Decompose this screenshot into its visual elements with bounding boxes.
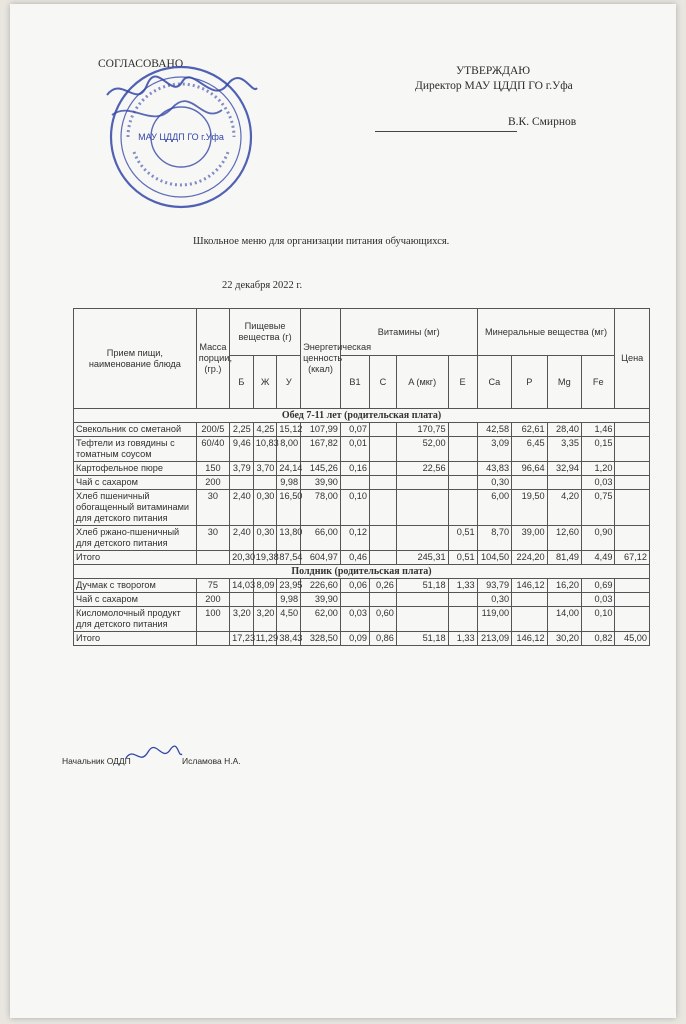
- document-page: [10, 4, 676, 1018]
- value-cell: 8,00: [277, 437, 301, 462]
- col-zh: Ж: [253, 356, 277, 409]
- value-cell: 1,33: [448, 579, 477, 593]
- value-cell: 0,12: [340, 526, 369, 551]
- value-cell: [369, 462, 396, 476]
- dish-name-cell: Дучмак с творогом: [74, 579, 197, 593]
- value-cell: [448, 490, 477, 526]
- header-row: [74, 309, 650, 356]
- dish-name-cell: Чай с сахаром: [74, 593, 197, 607]
- value-cell: 28,40: [547, 423, 581, 437]
- value-cell: 23,95: [277, 579, 301, 593]
- value-cell: 1,33: [448, 632, 477, 646]
- footer-position: Начальник ОДДП: [62, 756, 131, 766]
- value-cell: 4,20: [547, 490, 581, 526]
- value-cell: 0,51: [448, 551, 477, 565]
- value-cell: [448, 423, 477, 437]
- dish-name-cell: Картофельное пюре: [74, 462, 197, 476]
- value-cell: 10,83: [253, 437, 277, 462]
- section-row: [74, 409, 650, 423]
- value-cell: [512, 476, 548, 490]
- agreed-label: СОГЛАСОВАНО: [98, 58, 184, 70]
- value-cell: 0,16: [340, 462, 369, 476]
- value-cell: 75: [196, 579, 229, 593]
- value-cell: 107,99: [301, 423, 341, 437]
- value-cell: 2,25: [230, 423, 254, 437]
- value-cell: 9,46: [230, 437, 254, 462]
- value-cell: [196, 551, 229, 565]
- value-cell: 0,90: [582, 526, 615, 551]
- value-cell: 16,20: [547, 579, 581, 593]
- dish-name-cell: Итого: [74, 551, 197, 565]
- value-cell: 104,50: [477, 551, 511, 565]
- value-cell: 67,12: [615, 551, 650, 565]
- value-cell: 150: [196, 462, 229, 476]
- value-cell: 3,09: [477, 437, 511, 462]
- document-date: 22 декабря 2022 г.: [222, 280, 303, 291]
- value-cell: 4,50: [277, 607, 301, 632]
- menu-table: [73, 308, 650, 646]
- value-cell: [253, 476, 277, 490]
- table-row: [74, 437, 650, 462]
- col-nutrients: Пищевые вещества (г): [230, 309, 301, 356]
- value-cell: 146,12: [512, 579, 548, 593]
- value-cell: [448, 593, 477, 607]
- value-cell: [396, 593, 448, 607]
- col-a: A (мкг): [396, 356, 448, 409]
- value-cell: 38,43: [277, 632, 301, 646]
- value-cell: [396, 526, 448, 551]
- value-cell: 224,20: [512, 551, 548, 565]
- col-fe: Fe: [582, 356, 615, 409]
- value-cell: [448, 437, 477, 462]
- value-cell: 3,35: [547, 437, 581, 462]
- value-cell: 6,45: [512, 437, 548, 462]
- value-cell: 1,46: [582, 423, 615, 437]
- value-cell: 51,18: [396, 579, 448, 593]
- dish-name-cell: Чай с сахаром: [74, 476, 197, 490]
- value-cell: 0,09: [340, 632, 369, 646]
- approve-label: УТВЕРЖДАЮ: [456, 65, 531, 77]
- value-cell: 3,70: [253, 462, 277, 476]
- table-row: [74, 579, 650, 593]
- stamp-text: МАУ ЦДДП ГО г.Уфа: [138, 132, 224, 142]
- value-cell: 24,14: [277, 462, 301, 476]
- value-cell: 213,09: [477, 632, 511, 646]
- value-cell: [615, 526, 650, 551]
- col-b: Б: [230, 356, 254, 409]
- table-row: [74, 462, 650, 476]
- value-cell: 200: [196, 476, 229, 490]
- value-cell: [396, 490, 448, 526]
- value-cell: [369, 476, 396, 490]
- value-cell: 167,82: [301, 437, 341, 462]
- footer-name: Исламова Н.А.: [182, 756, 241, 766]
- value-cell: 8,70: [477, 526, 511, 551]
- value-cell: [369, 551, 396, 565]
- value-cell: 0,15: [582, 437, 615, 462]
- value-cell: 9,98: [277, 593, 301, 607]
- col-c: C: [369, 356, 396, 409]
- value-cell: 39,00: [512, 526, 548, 551]
- value-cell: [230, 593, 254, 607]
- value-cell: [369, 526, 396, 551]
- value-cell: 19,38: [253, 551, 277, 565]
- value-cell: 13,80: [277, 526, 301, 551]
- dish-name-cell: Тефтели из говядины с томатным соусом: [74, 437, 197, 462]
- value-cell: 0,30: [477, 476, 511, 490]
- value-cell: 200: [196, 593, 229, 607]
- value-cell: 51,18: [396, 632, 448, 646]
- col-b1: B1: [340, 356, 369, 409]
- value-cell: [448, 607, 477, 632]
- value-cell: 2,40: [230, 526, 254, 551]
- value-cell: [340, 593, 369, 607]
- col-e: E: [448, 356, 477, 409]
- value-cell: 19,50: [512, 490, 548, 526]
- value-cell: 9,98: [277, 476, 301, 490]
- value-cell: 3,79: [230, 462, 254, 476]
- col-meal: Прием пищи, наименование блюда: [74, 309, 197, 409]
- value-cell: [512, 593, 548, 607]
- col-ca: Ca: [477, 356, 511, 409]
- value-cell: [547, 476, 581, 490]
- value-cell: 145,26: [301, 462, 341, 476]
- value-cell: [547, 593, 581, 607]
- table-row: [74, 490, 650, 526]
- document-title: Школьное меню для организации питания обучающихся.: [193, 236, 450, 247]
- dish-name-cell: Итого: [74, 632, 197, 646]
- value-cell: 4,25: [253, 423, 277, 437]
- value-cell: 0,06: [340, 579, 369, 593]
- value-cell: [615, 579, 650, 593]
- value-cell: 11,29: [253, 632, 277, 646]
- value-cell: 0,03: [582, 476, 615, 490]
- value-cell: 0,30: [253, 526, 277, 551]
- lunch-rows: [74, 423, 650, 551]
- dish-name-cell: Свекольник со сметаной: [74, 423, 197, 437]
- value-cell: [615, 423, 650, 437]
- total-row: [74, 551, 650, 565]
- value-cell: [615, 593, 650, 607]
- value-cell: 15,12: [277, 423, 301, 437]
- col-p: P: [512, 356, 548, 409]
- value-cell: 43,83: [477, 462, 511, 476]
- col-mg: Mg: [547, 356, 581, 409]
- dish-name-cell: Хлеб ржано-пшеничный для детского питания: [74, 526, 197, 551]
- value-cell: 12,60: [547, 526, 581, 551]
- value-cell: 14,00: [547, 607, 581, 632]
- section-lunch: Обед 7-11 лет (родительская плата): [74, 409, 650, 423]
- footer-signature: [122, 744, 184, 768]
- value-cell: 0,03: [582, 593, 615, 607]
- value-cell: 30,20: [547, 632, 581, 646]
- value-cell: 245,31: [396, 551, 448, 565]
- col-u: У: [277, 356, 301, 409]
- value-cell: 170,75: [396, 423, 448, 437]
- dish-name-cell: Хлеб пшеничный обогащенный витаминами для детского питания: [74, 490, 197, 526]
- value-cell: 0,07: [340, 423, 369, 437]
- section-row: [74, 565, 650, 579]
- value-cell: 0,26: [369, 579, 396, 593]
- value-cell: 66,00: [301, 526, 341, 551]
- table-row: [74, 423, 650, 437]
- value-cell: [448, 476, 477, 490]
- snack-rows: [74, 579, 650, 632]
- value-cell: [369, 593, 396, 607]
- value-cell: [615, 490, 650, 526]
- value-cell: 30: [196, 490, 229, 526]
- value-cell: 1,20: [582, 462, 615, 476]
- value-cell: [396, 607, 448, 632]
- value-cell: 17,23: [230, 632, 254, 646]
- value-cell: 20,30: [230, 551, 254, 565]
- value-cell: 0,51: [448, 526, 477, 551]
- value-cell: 604,97: [301, 551, 341, 565]
- snack-total: [74, 632, 650, 646]
- value-cell: [615, 437, 650, 462]
- value-cell: 93,79: [477, 579, 511, 593]
- value-cell: 0,10: [582, 607, 615, 632]
- col-vitamins: Витамины (мг): [340, 309, 477, 356]
- value-cell: 0,10: [340, 490, 369, 526]
- value-cell: 8,09: [253, 579, 277, 593]
- value-cell: 14,03: [230, 579, 254, 593]
- value-cell: 81,49: [547, 551, 581, 565]
- value-cell: [253, 593, 277, 607]
- value-cell: 42,58: [477, 423, 511, 437]
- value-cell: 328,50: [301, 632, 341, 646]
- value-cell: [369, 423, 396, 437]
- value-cell: 0,82: [582, 632, 615, 646]
- signature-line: [375, 131, 517, 132]
- value-cell: 226,60: [301, 579, 341, 593]
- value-cell: [340, 476, 369, 490]
- value-cell: 96,64: [512, 462, 548, 476]
- value-cell: [369, 490, 396, 526]
- value-cell: 2,40: [230, 490, 254, 526]
- value-cell: [230, 476, 254, 490]
- value-cell: [448, 462, 477, 476]
- value-cell: 60/40: [196, 437, 229, 462]
- table-row: [74, 526, 650, 551]
- value-cell: [196, 632, 229, 646]
- value-cell: 0,03: [340, 607, 369, 632]
- section-snack: Полдник (родительская плата): [74, 565, 650, 579]
- value-cell: 39,90: [301, 593, 341, 607]
- value-cell: [369, 437, 396, 462]
- total-row: [74, 632, 650, 646]
- value-cell: [615, 476, 650, 490]
- value-cell: 3,20: [230, 607, 254, 632]
- value-cell: 0,46: [340, 551, 369, 565]
- value-cell: 62,61: [512, 423, 548, 437]
- value-cell: 0,01: [340, 437, 369, 462]
- value-cell: [512, 607, 548, 632]
- value-cell: 32,94: [547, 462, 581, 476]
- value-cell: 87,54: [277, 551, 301, 565]
- value-cell: 39,90: [301, 476, 341, 490]
- handwritten-signature: [102, 70, 262, 140]
- col-mass: Масса порции, (гр.): [196, 309, 229, 409]
- value-cell: 16,50: [277, 490, 301, 526]
- col-price: Цена: [615, 309, 650, 409]
- value-cell: 30: [196, 526, 229, 551]
- dish-name-cell: Кисломолочный продукт для детского питания: [74, 607, 197, 632]
- value-cell: [615, 462, 650, 476]
- value-cell: 4,49: [582, 551, 615, 565]
- value-cell: 52,00: [396, 437, 448, 462]
- value-cell: 0,60: [369, 607, 396, 632]
- value-cell: 119,00: [477, 607, 511, 632]
- table-row: [74, 593, 650, 607]
- value-cell: 62,00: [301, 607, 341, 632]
- col-energy: Энергетическая ценность (ккал): [301, 309, 341, 409]
- value-cell: 0,30: [253, 490, 277, 526]
- value-cell: 0,75: [582, 490, 615, 526]
- table-row: [74, 476, 650, 490]
- value-cell: 0,86: [369, 632, 396, 646]
- value-cell: [615, 607, 650, 632]
- value-cell: 0,69: [582, 579, 615, 593]
- value-cell: 100: [196, 607, 229, 632]
- lunch-total: [74, 551, 650, 565]
- col-minerals: Минеральные вещества (мг): [477, 309, 615, 356]
- value-cell: 200/5: [196, 423, 229, 437]
- value-cell: 3,20: [253, 607, 277, 632]
- table-row: [74, 607, 650, 632]
- value-cell: 0,30: [477, 593, 511, 607]
- value-cell: 78,00: [301, 490, 341, 526]
- value-cell: 6,00: [477, 490, 511, 526]
- value-cell: [396, 476, 448, 490]
- value-cell: 22,56: [396, 462, 448, 476]
- value-cell: 146,12: [512, 632, 548, 646]
- director-name: В.К. Смирнов: [508, 116, 577, 128]
- value-cell: 45,00: [615, 632, 650, 646]
- director-title: Директор МАУ ЦДДП ГО г.Уфа: [415, 80, 573, 92]
